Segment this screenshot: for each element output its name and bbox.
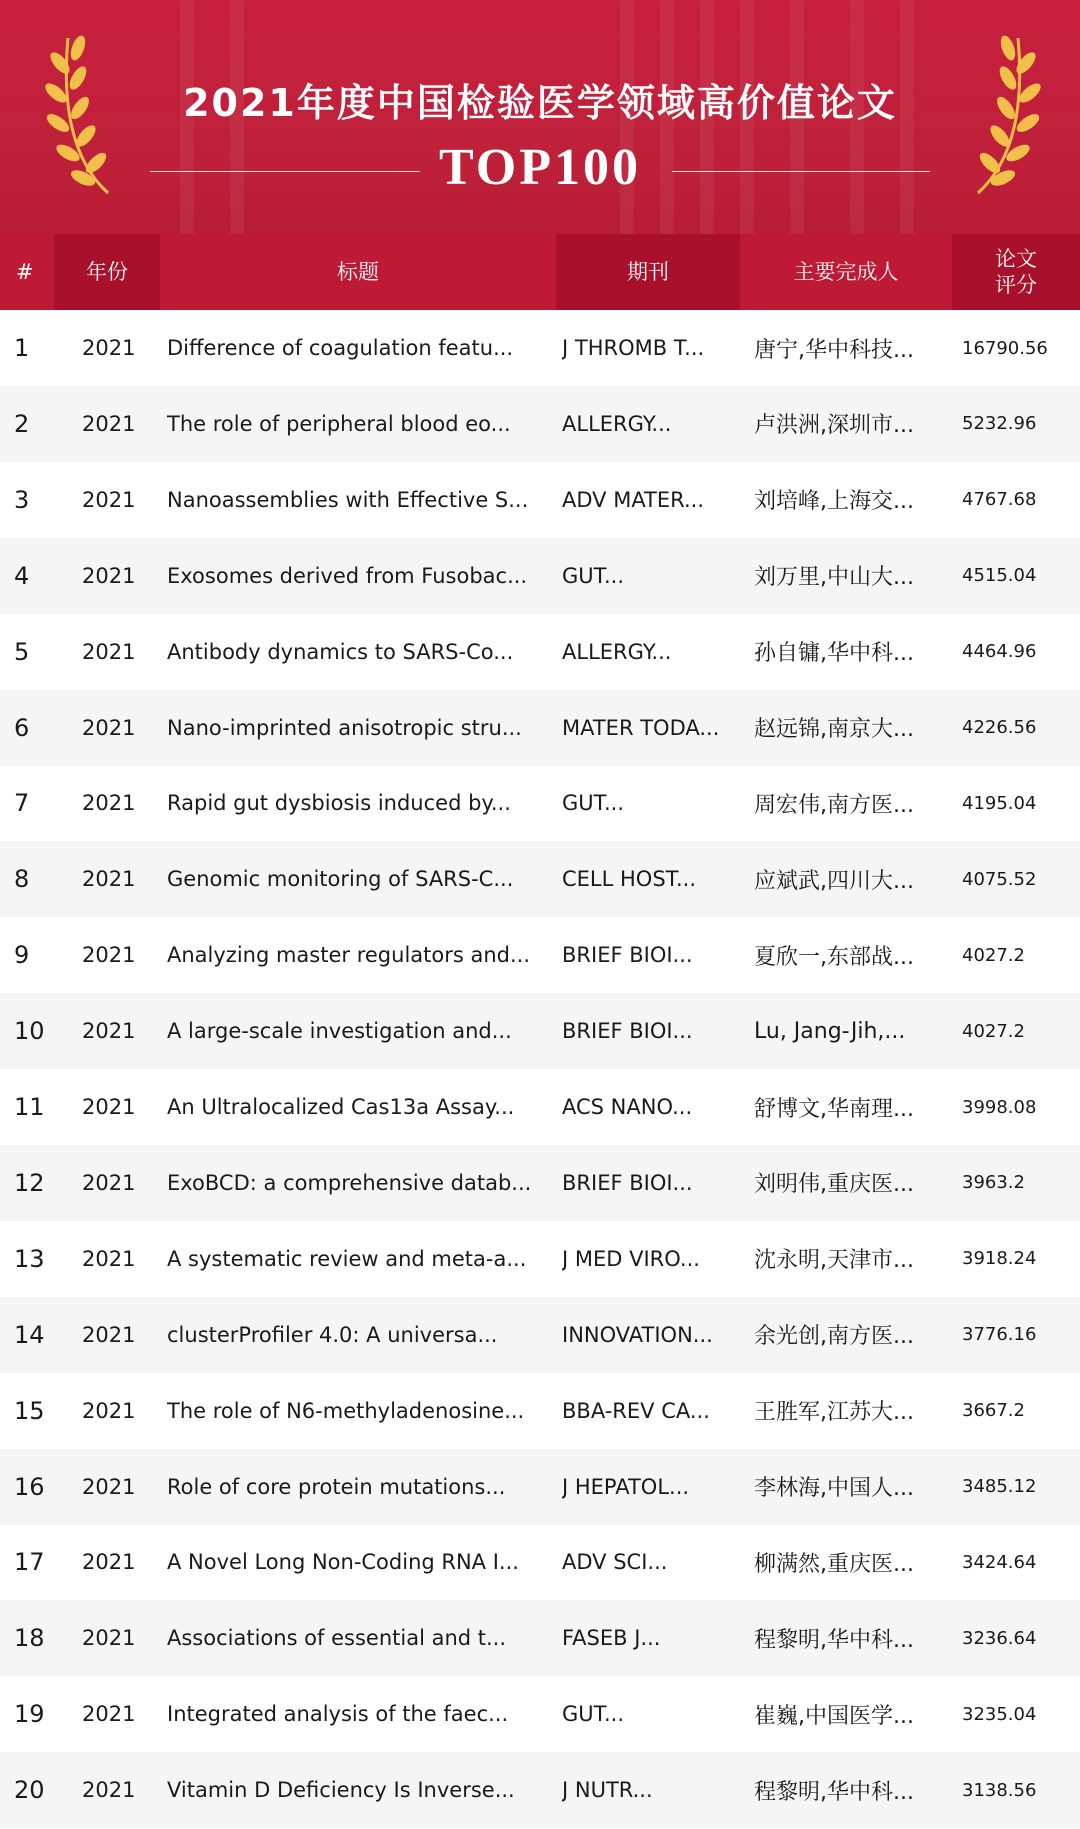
rank-cell: 9 — [14, 941, 30, 970]
journal-cell: GUT... — [562, 563, 625, 588]
table-row — [0, 765, 1080, 841]
journal-cell: BBA-REV CA... — [562, 1398, 710, 1423]
table-row — [0, 993, 1080, 1069]
rank-cell: 16 — [14, 1472, 45, 1501]
table-row — [0, 386, 1080, 462]
author-cell: 王胜军,江苏大... — [754, 1400, 914, 1426]
title-cell: Vitamin D Deficiency Is Inverse... — [167, 1778, 515, 1803]
year-cell: 2021 — [82, 791, 136, 816]
rank-cell: 18 — [14, 1624, 45, 1653]
title-cell: Exosomes derived from Fusobac... — [167, 563, 528, 588]
journal-cell: J THROMB T... — [562, 336, 705, 360]
title-cell: Nanoassemblies with Effective S... — [167, 487, 529, 512]
author-cell: 程黎明,华中科... — [754, 1627, 914, 1653]
journal-cell: GUT... — [562, 791, 625, 816]
author-cell: 刘明伟,重庆医... — [754, 1172, 914, 1198]
table-row — [0, 462, 1080, 538]
table-row — [0, 1145, 1080, 1221]
score-cell: 16790.56 — [962, 337, 1048, 359]
journal-cell: CELL HOST... — [562, 867, 697, 892]
year-cell: 2021 — [82, 1626, 136, 1651]
table-row — [0, 1449, 1080, 1525]
journal-cell: ALLERGY... — [562, 639, 672, 664]
title-cell: Antibody dynamics to SARS-Co... — [167, 639, 514, 664]
author-cell: 孙自镛,华中科... — [754, 641, 914, 667]
title-cell: Integrated analysis of the faec... — [167, 1702, 509, 1727]
author-cell: 周宏伟,南方医... — [754, 792, 914, 818]
journal-cell: FASEB J... — [562, 1626, 661, 1651]
journal-cell: INNOVATION... — [562, 1322, 713, 1347]
author-cell: 夏欣一,东部战... — [754, 944, 914, 970]
year-cell: 2021 — [82, 487, 136, 512]
year-cell: 2021 — [82, 1019, 136, 1044]
journal-cell: J MED VIRO... — [562, 1246, 700, 1271]
title-cell: clusterProfiler 4.0: A universa... — [167, 1322, 498, 1347]
table-row — [0, 1524, 1080, 1600]
table-row — [0, 690, 1080, 766]
year-cell: 2021 — [82, 639, 136, 664]
title-cell: The role of N6-methyladenosine... — [167, 1398, 525, 1423]
year-cell: 2021 — [82, 1778, 136, 1803]
table-row — [0, 1297, 1080, 1373]
rank-cell: 17 — [14, 1548, 45, 1577]
author-cell: 柳满然,重庆医... — [754, 1551, 914, 1577]
score-cell: 3667.2 — [962, 1400, 1025, 1422]
header-banner — [0, 0, 1080, 234]
journal-cell: J NUTR... — [562, 1778, 653, 1803]
title-cell: Role of core protein mutations... — [167, 1474, 506, 1499]
score-cell: 3424.64 — [962, 1551, 1037, 1573]
score-cell: 5232.96 — [962, 413, 1037, 435]
score-cell: 3236.64 — [962, 1627, 1037, 1649]
table-row — [0, 841, 1080, 917]
score-cell: 3235.04 — [962, 1703, 1037, 1725]
table-row — [0, 1676, 1080, 1752]
title-cell: ExoBCD: a comprehensive datab... — [167, 1170, 532, 1195]
title-cell: Rapid gut dysbiosis induced by... — [167, 791, 511, 816]
page-subtitle: TOP100 — [439, 139, 641, 196]
score-cell: 4515.04 — [962, 565, 1037, 587]
journal-cell: BRIEF BIOI... — [562, 943, 693, 968]
rank-cell: 12 — [14, 1168, 45, 1197]
column-header-title: 标题 — [337, 260, 379, 284]
score-cell: 4195.04 — [962, 792, 1037, 814]
author-cell: 应斌武,四川大... — [754, 868, 914, 894]
year-cell: 2021 — [82, 1474, 136, 1499]
year-cell: 2021 — [82, 411, 136, 436]
title-cell: Associations of essential and t... — [167, 1626, 507, 1651]
journal-cell: BRIEF BIOI... — [562, 1170, 693, 1195]
rank-cell: 7 — [14, 789, 30, 818]
title-cell: A large-scale investigation and... — [167, 1019, 512, 1044]
column-header-author: 主要完成人 — [793, 260, 899, 284]
score-cell: 4075.52 — [962, 868, 1037, 890]
rank-cell: 14 — [14, 1320, 45, 1349]
column-header-score — [952, 234, 1080, 310]
year-cell: 2021 — [82, 563, 136, 588]
journal-cell: BRIEF BIOI... — [562, 1019, 693, 1044]
table-row — [0, 538, 1080, 614]
title-cell: An Ultralocalized Cas13a Assay... — [167, 1095, 515, 1119]
table-row — [0, 1069, 1080, 1145]
score-cell: 3918.24 — [962, 1248, 1037, 1270]
score-cell: 4464.96 — [962, 641, 1037, 663]
column-header-rank: # — [16, 260, 34, 284]
rank-cell: 3 — [14, 485, 30, 514]
rank-cell: 8 — [14, 865, 30, 894]
table-row — [0, 614, 1080, 690]
author-cell: 刘培峰,上海交... — [754, 489, 914, 515]
year-cell: 2021 — [82, 1246, 136, 1271]
journal-cell: MATER TODA... — [562, 715, 720, 740]
rank-cell: 2 — [14, 409, 30, 438]
table-row — [0, 1221, 1080, 1297]
year-cell: 2021 — [82, 1702, 136, 1727]
title-divider-right — [672, 171, 930, 172]
author-cell: 沈永明,天津市... — [754, 1248, 914, 1274]
author-cell: 舒博文,华南理... — [754, 1096, 914, 1122]
score-cell: 4767.68 — [962, 489, 1037, 511]
table-row — [0, 1600, 1080, 1676]
year-cell: 2021 — [82, 336, 136, 360]
column-header-journal: 期刊 — [556, 234, 740, 310]
column-header-year: 年份 — [54, 234, 160, 310]
table-row — [0, 1373, 1080, 1449]
score-cell: 4027.2 — [962, 1020, 1025, 1042]
title-cell: Analyzing master regulators and... — [167, 943, 531, 968]
rank-cell: 10 — [14, 1017, 45, 1046]
author-cell: 余光创,南方医... — [754, 1324, 914, 1350]
table-header — [0, 234, 1080, 310]
journal-cell: ALLERGY... — [562, 411, 672, 436]
author-cell: 崔巍,中国医学... — [754, 1703, 914, 1729]
author-cell: 唐宁,华中科技... — [754, 337, 914, 363]
rank-cell: 4 — [14, 561, 30, 590]
rank-cell: 6 — [14, 713, 30, 742]
rank-cell: 13 — [14, 1244, 45, 1273]
author-cell: 李林海,中国人... — [754, 1476, 914, 1501]
year-cell: 2021 — [82, 1095, 136, 1119]
year-cell: 2021 — [82, 1398, 136, 1423]
score-cell: 3776.16 — [962, 1324, 1037, 1346]
journal-cell: ADV SCI... — [562, 1550, 668, 1575]
journal-cell: GUT... — [562, 1702, 625, 1727]
journal-cell: ADV MATER... — [562, 487, 705, 512]
page-title: 2021年度中国检验医学领域高价值论文 — [183, 81, 897, 125]
score-cell: 3485.12 — [962, 1476, 1037, 1497]
rank-cell: 19 — [14, 1700, 45, 1729]
title-cell: A Novel Long Non-Coding RNA I... — [167, 1550, 519, 1575]
rank-cell: 11 — [14, 1093, 45, 1121]
column-header-score-line2: 评分 — [995, 273, 1037, 297]
rank-cell: 15 — [14, 1396, 45, 1425]
rank-cell: 1 — [14, 334, 30, 362]
title-cell: A systematic review and meta-a... — [167, 1246, 527, 1271]
title-cell: Nano-imprinted anisotropic stru... — [167, 715, 522, 740]
table-row — [0, 1752, 1080, 1828]
table-row — [0, 310, 1080, 386]
year-cell: 2021 — [82, 1550, 136, 1575]
score-cell: 3998.08 — [962, 1096, 1037, 1118]
year-cell: 2021 — [82, 715, 136, 740]
year-cell: 2021 — [82, 867, 136, 892]
journal-cell: J HEPATOL... — [562, 1474, 690, 1499]
title-cell: The role of peripheral blood eo... — [167, 411, 511, 436]
title-cell: Difference of coagulation featu... — [167, 336, 514, 360]
journal-cell: ACS NANO... — [562, 1095, 693, 1119]
rank-cell: 5 — [14, 637, 30, 666]
year-cell: 2021 — [82, 943, 136, 968]
score-cell: 4027.2 — [962, 944, 1025, 966]
author-cell: Lu, Jang-Jih,... — [754, 1018, 906, 1044]
author-cell: 卢洪洲,深圳市... — [754, 413, 914, 439]
title-cell: Genomic monitoring of SARS-C... — [167, 867, 514, 892]
score-cell: 3963.2 — [962, 1172, 1025, 1194]
author-cell: 赵远锦,南京大... — [754, 717, 914, 742]
year-cell: 2021 — [82, 1322, 136, 1347]
year-cell: 2021 — [82, 1170, 136, 1195]
column-header-score-line1: 论文 — [995, 247, 1037, 271]
score-cell: 3138.56 — [962, 1779, 1037, 1801]
author-cell: 程黎明,华中科... — [754, 1779, 914, 1805]
rank-cell: 20 — [14, 1776, 45, 1805]
score-cell: 4226.56 — [962, 717, 1037, 738]
table-row — [0, 917, 1080, 993]
author-cell: 刘万里,中山大... — [754, 565, 914, 591]
